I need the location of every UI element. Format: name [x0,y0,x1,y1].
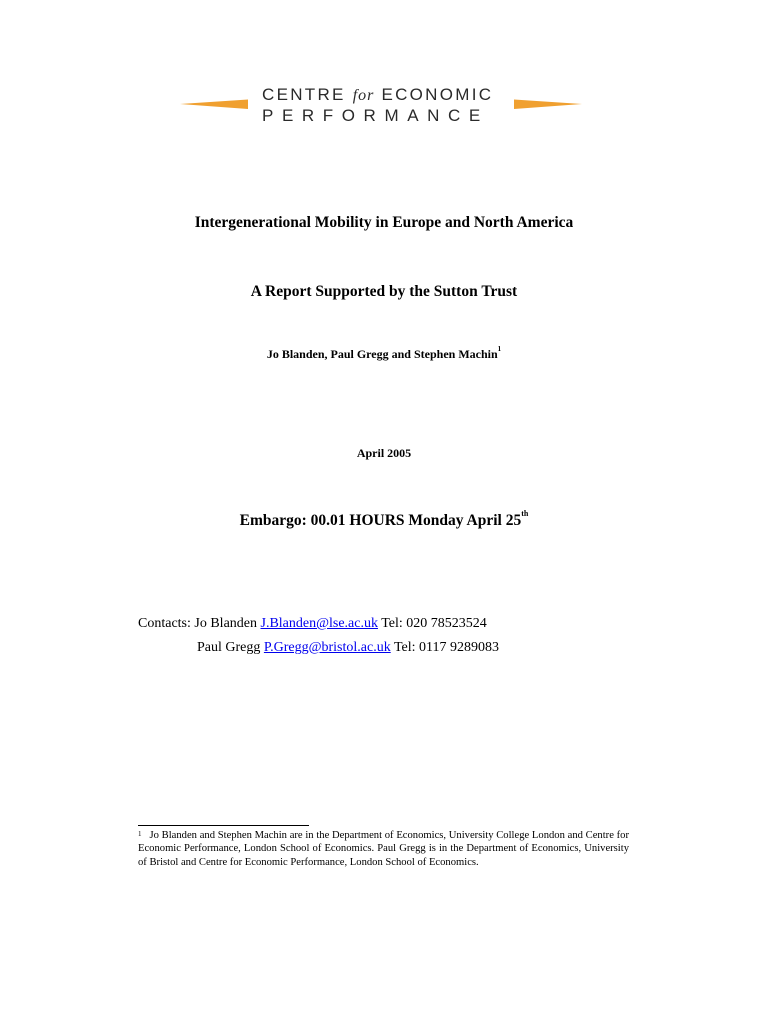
footnote-marker: 1 [138,830,142,838]
contact-row-2 [197,640,499,656]
contact-tel: Tel: 020 78523524 [381,616,487,631]
contact-row-1 [138,616,487,632]
embargo-ordinal: th [521,509,529,518]
contact-name: Paul Gregg [197,640,261,655]
report-title: Intergenerational Mobility in Europe and North America [194,214,574,231]
contact-email-link[interactable]: J.Blanden@lse.ac.uk [260,616,378,631]
footnote-text: Jo Blanden and Stephen Machin are in the Department of Economics, University College London and Centre for Economic Performance, London School of Economics. Paul Gregg is in the Department of Economics, University of Bristol and Centre for Economic Performance, London School of Economics. [138,830,629,868]
embargo-line [0,509,768,530]
logo-word-centre: CENTRE [262,85,346,104]
footnote [138,829,629,869]
contact-name: Jo Blanden [194,616,257,631]
authors-line [0,347,768,362]
contact-tel: Tel: 0117 9289083 [393,640,500,655]
footnote-reference[interactable]: 1 [497,345,502,353]
author-names: Jo Blanden, Paul Gregg and Stephen Machin [266,347,498,361]
report-subtitle: A Report Supported by the Sutton Trust [250,283,518,300]
footnote-divider [138,825,309,826]
logo-line-1 [262,85,493,105]
logo-line-2: PERFORMANCE [262,106,489,125]
publication-date: April 2005 [356,446,412,460]
contact-email-link[interactable]: P.Gregg@bristol.ac.uk [263,640,391,655]
cep-logo [176,82,586,130]
embargo-text: Embargo: 00.01 HOURS Monday April 25 [239,512,522,529]
logo-word-for: for [352,87,375,104]
logo-word-economic: ECONOMIC [381,85,494,104]
contacts-label: Contacts: [138,616,191,631]
